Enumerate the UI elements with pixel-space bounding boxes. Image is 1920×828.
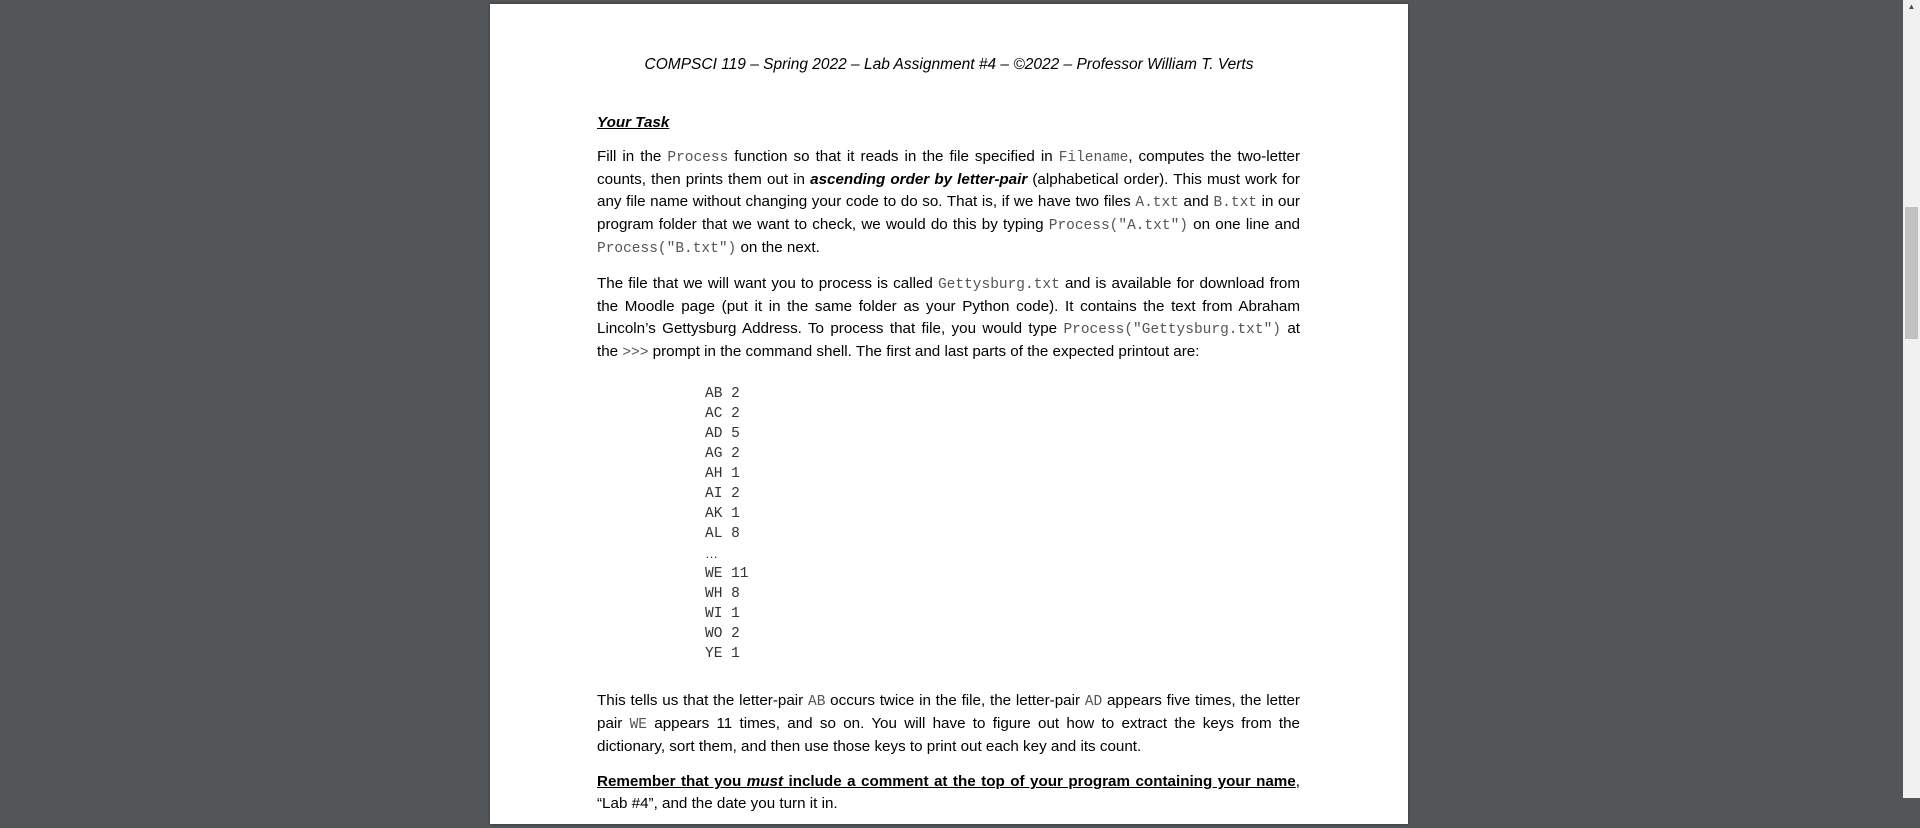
- output-line: WO 2: [705, 626, 740, 642]
- expected-output: [705, 384, 1300, 664]
- output-line: AC 2: [705, 406, 740, 422]
- file-paragraph: The file that we will want you to process is called Gettysburg.txt and is available for download from the Moodle page (put it in the same folder as your Python code). It contains the text from Abraham Lincoln’s Gettysburg Address. To process that file, you would type Process("Gettysburg.txt") at the >>> prompt in the command shell. The first and last parts of the expected printout are:: [597, 275, 1300, 361]
- output-line: AD 5: [705, 426, 740, 442]
- output-line: AL 8: [705, 526, 740, 542]
- output-line: AI 2: [705, 486, 740, 502]
- document-page: [490, 4, 1408, 824]
- output-line: WH 8: [705, 586, 740, 602]
- output-line: AK 1: [705, 506, 740, 522]
- scroll-up-arrow-icon[interactable]: ▲: [1907, 2, 1916, 11]
- reminder-paragraph: Remember that you must include a comment at the top of your program containing your name, “Lab #4”, and the date you turn it in.: [597, 773, 1300, 812]
- output-line: WE 11: [705, 566, 749, 582]
- output-line: AG 2: [705, 446, 740, 462]
- output-line: WI 1: [705, 606, 740, 622]
- section-title: Your Task: [597, 114, 670, 131]
- output-line: YE 1: [705, 646, 740, 662]
- vertical-scrollbar[interactable]: [1903, 0, 1920, 798]
- task-paragraph: Fill in the Process function so that it reads in the file specified in Filename, computes the two-letter counts, then prints them out in ascending order by letter-pair (alphabetical order). This must work for any file name without changing your code to do so. That is, if we have two files A.txt and B.txt in our program folder that we want to check, we would do this by typing Process("A.txt") on one line and Process("B.txt") on the next.: [597, 148, 1301, 257]
- scrollbar-thumb[interactable]: [1905, 207, 1918, 339]
- page-header: COMPSCI 119 – Spring 2022 – Lab Assignment #4 – ©2022 – Professor William T. Verts: [644, 56, 1254, 73]
- output-line: AB 2: [705, 386, 740, 402]
- output-ellipsis: …: [705, 546, 718, 561]
- page-content: [597, 112, 1300, 828]
- explanation-paragraph: This tells us that the letter-pair AB occurs twice in the file, the letter-pair AD appears five times, the letter pair WE appears 11 times, and so on. You will have to figure out how to extract the keys from the dictionary, sort them, and then use those keys to print out each key and its count.: [597, 692, 1300, 755]
- output-line: AH 1: [705, 466, 740, 482]
